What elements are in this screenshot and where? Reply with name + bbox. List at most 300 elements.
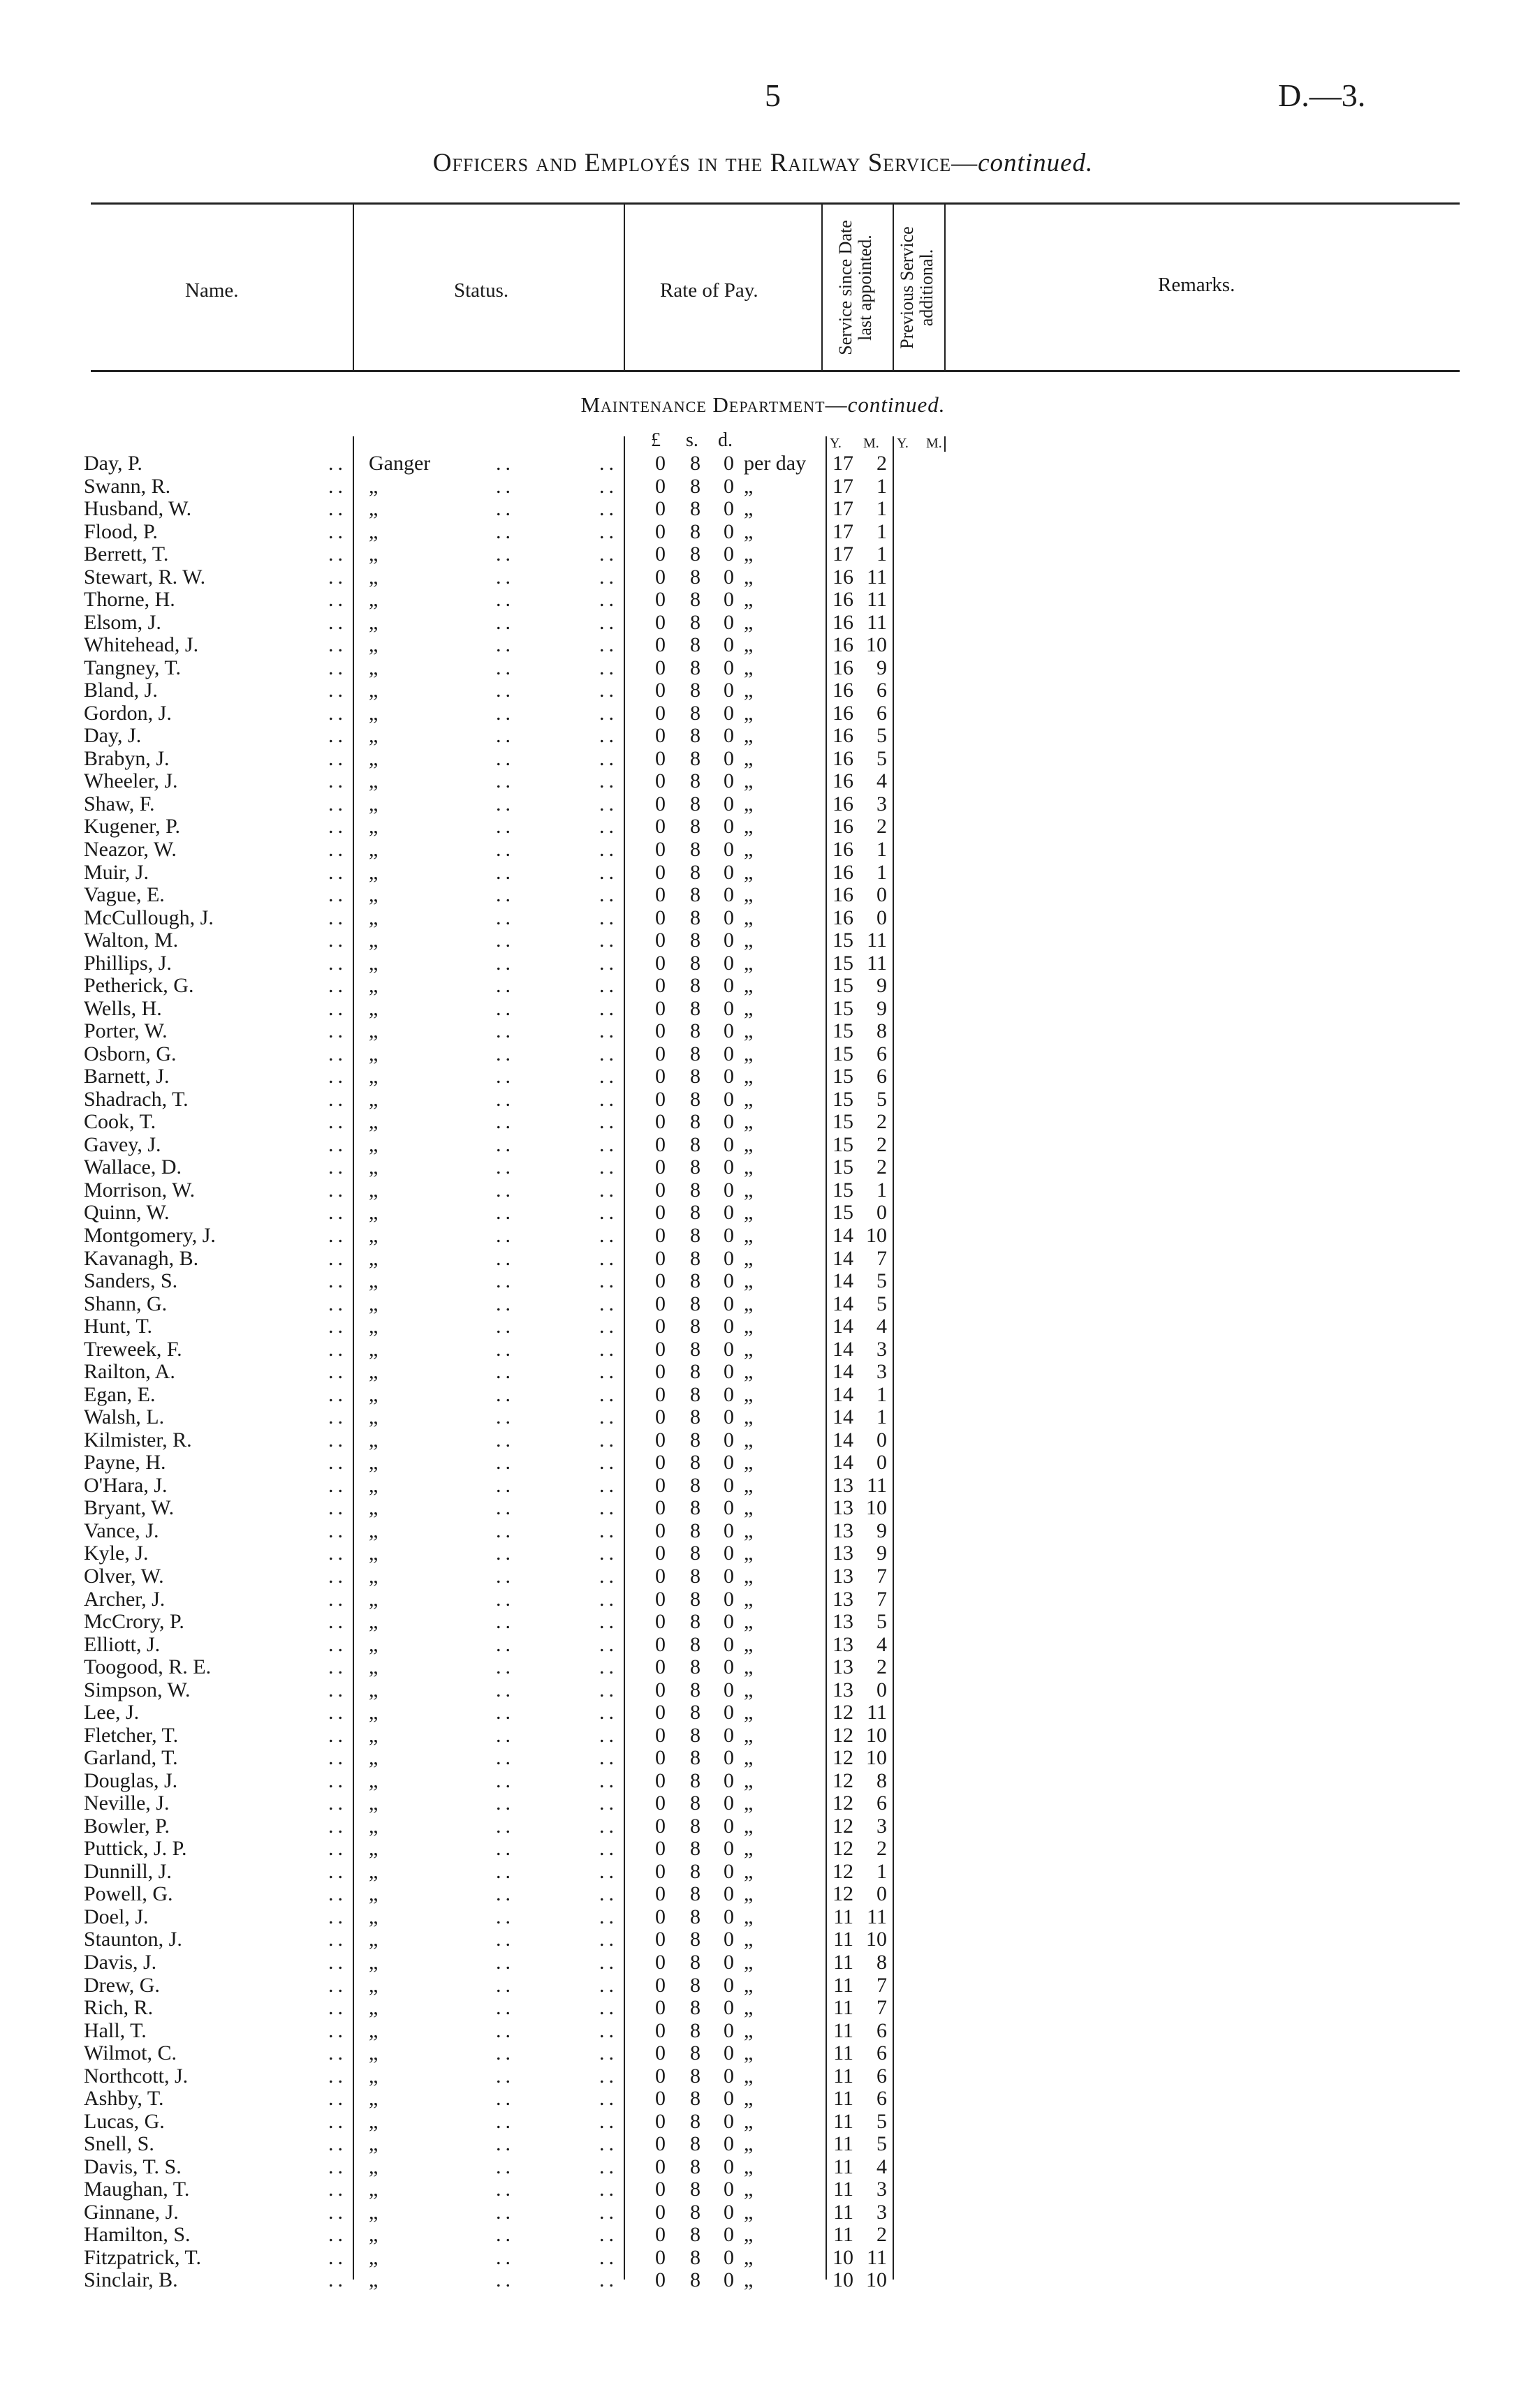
service-months: 3: [876, 1337, 887, 1361]
dot-leader: ..: [496, 1701, 515, 1724]
dot-leader: ..: [599, 1246, 618, 1270]
pay-pounds: 0: [655, 746, 666, 770]
dot-leader: ..: [496, 792, 515, 815]
pay-period: „: [744, 1792, 754, 1815]
pay-shillings: 8: [690, 1768, 700, 1792]
service-years: 14: [832, 1337, 853, 1361]
table-row: [0, 884, 1526, 907]
employee-name: Morrison, W.: [84, 1178, 196, 1202]
table-row: [0, 498, 1526, 521]
dot-leader: ..: [599, 1405, 618, 1429]
dot-leader: ..: [496, 1723, 515, 1747]
dot-leader: ..: [599, 883, 618, 907]
pay-shillings: 8: [690, 1564, 700, 1588]
dot-leader: ..: [328, 1837, 347, 1861]
section-title-suffix: continued.: [847, 392, 946, 417]
employee-name: Elsom, J.: [84, 610, 161, 634]
pay-shillings: 8: [690, 1859, 700, 1883]
dot-leader: ..: [496, 860, 515, 884]
dot-leader: ..: [599, 1178, 618, 1202]
table-row: [0, 1202, 1526, 1225]
pay-period: „: [744, 951, 754, 975]
pay-pounds: 0: [655, 1792, 666, 1815]
pay-pounds: 0: [655, 1859, 666, 1883]
table-row: [0, 475, 1526, 498]
page-title-suffix: continued.: [978, 149, 1094, 177]
dot-leader: ..: [599, 1451, 618, 1475]
dot-leader: ..: [328, 929, 347, 952]
service-months: 9: [876, 1542, 887, 1565]
table-row: [0, 952, 1526, 975]
dot-leader: ..: [599, 588, 618, 612]
service-years: 15: [832, 1110, 853, 1134]
dot-leader: ..: [599, 1155, 618, 1179]
table-row: [0, 1724, 1526, 1748]
service-years: 14: [832, 1315, 853, 1338]
employee-name: Hamilton, S.: [84, 2223, 191, 2247]
pay-pounds: 0: [655, 1837, 666, 1861]
dot-leader: ..: [328, 1110, 347, 1134]
header-divider: [624, 204, 625, 371]
employee-status: „: [369, 1542, 379, 1565]
pay-period: „: [744, 1928, 754, 1951]
pay-shillings: 8: [690, 1178, 700, 1202]
dot-leader: ..: [328, 1950, 347, 1974]
service-years: 15: [832, 1178, 853, 1202]
service-years: 16: [832, 838, 853, 861]
dot-leader: ..: [496, 2087, 515, 2111]
dot-leader: ..: [599, 1087, 618, 1111]
pay-pence: 0: [724, 1360, 734, 1384]
pay-period: „: [744, 1768, 754, 1792]
pay-pence: 0: [724, 1882, 734, 1906]
dot-leader: ..: [599, 474, 618, 498]
dot-leader: ..: [328, 996, 347, 1020]
pay-pence: 0: [724, 1701, 734, 1724]
pay-pounds: 0: [655, 1973, 666, 1997]
pay-period: „: [744, 1178, 754, 1202]
dot-leader: ..: [496, 1768, 515, 1792]
dot-leader: ..: [599, 974, 618, 998]
pay-pence: 0: [724, 1496, 734, 1520]
pay-shillings: 8: [690, 746, 700, 770]
pay-shillings: 8: [690, 1701, 700, 1724]
pay-pence: 0: [724, 1155, 734, 1179]
service-months: 2: [876, 452, 887, 475]
employee-name: Davis, J.: [84, 1950, 157, 1974]
pay-shillings: 8: [690, 2109, 700, 2133]
dot-leader: ..: [599, 1132, 618, 1156]
pay-shillings: 8: [690, 2155, 700, 2178]
dot-leader: ..: [496, 1360, 515, 1384]
service-months: 1: [876, 860, 887, 884]
pay-period: „: [744, 1950, 754, 1974]
pay-pence: 0: [724, 1246, 734, 1270]
table-row: [0, 543, 1526, 566]
table-row: [0, 1475, 1526, 1498]
pay-pounds: 0: [655, 1928, 666, 1951]
pay-period: „: [744, 1132, 754, 1156]
table-row: [0, 1588, 1526, 1611]
service-years: 12: [832, 1701, 853, 1724]
pay-shillings: 8: [690, 2268, 700, 2292]
pay-pence: 0: [724, 1973, 734, 1997]
pay-pounds: 0: [655, 701, 666, 725]
employee-status: „: [369, 656, 379, 679]
dot-leader: ..: [328, 1882, 347, 1906]
pay-pence: 0: [724, 1768, 734, 1792]
pay-pounds: 0: [655, 1155, 666, 1179]
table-row: [0, 1565, 1526, 1588]
pay-period: „: [744, 1814, 754, 1838]
pay-pence: 0: [724, 1905, 734, 1928]
pay-pence: 0: [724, 1542, 734, 1565]
pay-pounds: 0: [655, 1632, 666, 1656]
employee-status: „: [369, 1224, 379, 1248]
page-title-main: Officers and Employés in the Railway Service: [432, 149, 952, 177]
pay-shillings: 8: [690, 2223, 700, 2247]
employee-status: „: [369, 1155, 379, 1179]
dot-leader: ..: [599, 1678, 618, 1701]
service-years: 10: [832, 2268, 853, 2292]
service-months: 4: [876, 2155, 887, 2178]
pay-period: „: [744, 883, 754, 907]
dot-leader: ..: [328, 906, 347, 929]
pay-pounds: 0: [655, 1382, 666, 1406]
table-row: [0, 2042, 1526, 2065]
table-row: [0, 2111, 1526, 2134]
pay-period: „: [744, 679, 754, 702]
pay-pence: 0: [724, 1928, 734, 1951]
pay-pence: 0: [724, 2041, 734, 2065]
employee-name: Kyle, J.: [84, 1542, 149, 1565]
employee-status: „: [369, 860, 379, 884]
employee-name: Berrett, T.: [84, 542, 169, 566]
pay-period: „: [744, 542, 754, 566]
pay-period: „: [744, 1019, 754, 1043]
employee-name: Elliott, J.: [84, 1632, 161, 1656]
service-years: 12: [832, 1792, 853, 1815]
pay-shillings: 8: [690, 656, 700, 679]
pay-shillings: 8: [690, 1519, 700, 1542]
dot-leader: ..: [599, 906, 618, 929]
service-years: 15: [832, 951, 853, 975]
employee-name: Hall, T.: [84, 2018, 147, 2042]
employee-name: Shann, G.: [84, 1292, 168, 1315]
dot-leader: ..: [496, 588, 515, 612]
pay-period: „: [744, 906, 754, 929]
section-title-main: Maintenance Department: [580, 392, 826, 417]
pay-pounds: 0: [655, 996, 666, 1020]
dot-leader: ..: [496, 497, 515, 521]
table-row: [0, 702, 1526, 725]
service-years: 13: [832, 1542, 853, 1565]
dot-leader: ..: [328, 474, 347, 498]
dot-leader: ..: [599, 1905, 618, 1928]
pay-period: „: [744, 1701, 754, 1724]
pay-pounds: 0: [655, 1337, 666, 1361]
employee-name: Quinn, W.: [84, 1201, 170, 1225]
table-row: [0, 657, 1526, 680]
dot-leader: ..: [328, 1496, 347, 1520]
service-months: 10: [866, 2268, 887, 2292]
dot-leader: ..: [599, 519, 618, 543]
pay-pence: 0: [724, 1315, 734, 1338]
header-divider: [944, 204, 946, 371]
table-row: [0, 1792, 1526, 1815]
dot-leader: ..: [599, 2109, 618, 2133]
service-years: 16: [832, 588, 853, 612]
pay-pounds: 0: [655, 1564, 666, 1588]
dot-leader: ..: [496, 2064, 515, 2088]
service-months: 2: [876, 1110, 887, 1134]
employee-name: Wallace, D.: [84, 1155, 182, 1179]
service-months: 7: [876, 1246, 887, 1270]
service-years: 11: [833, 1905, 853, 1928]
pay-shillings: 8: [690, 815, 700, 839]
pay-shillings: 8: [690, 679, 700, 702]
table-row: [0, 1997, 1526, 2020]
employee-status: „: [369, 838, 379, 861]
pay-pounds: 0: [655, 2268, 666, 2292]
dot-leader: ..: [599, 1768, 618, 1792]
pay-pounds: 0: [655, 1496, 666, 1520]
employee-status: „: [369, 1950, 379, 1974]
dot-leader: ..: [599, 1792, 618, 1815]
pay-pence: 0: [724, 838, 734, 861]
table-row: [0, 1815, 1526, 1838]
employee-status: „: [369, 1519, 379, 1542]
employee-status: „: [369, 1087, 379, 1111]
dot-leader: ..: [599, 656, 618, 679]
dot-leader: ..: [328, 1905, 347, 1928]
pay-pounds: 0: [655, 951, 666, 975]
employee-status: „: [369, 1337, 379, 1361]
table-row: [0, 452, 1526, 475]
pay-period: „: [744, 1973, 754, 1997]
service-months: 1: [876, 1382, 887, 1406]
pay-period: „: [744, 1292, 754, 1315]
service-years: 11: [833, 1928, 853, 1951]
pay-pounds: 0: [655, 1473, 666, 1497]
pay-pounds: 0: [655, 2178, 666, 2201]
employee-name: Powell, G.: [84, 1882, 173, 1906]
employee-status: „: [369, 1996, 379, 2020]
pay-period: „: [744, 1315, 754, 1338]
pay-pounds: 0: [655, 474, 666, 498]
employee-status: „: [369, 1132, 379, 1156]
pay-period: „: [744, 1678, 754, 1701]
dot-leader: ..: [496, 951, 515, 975]
pay-pounds: 0: [655, 1451, 666, 1475]
employee-status: „: [369, 1610, 379, 1634]
pay-pounds: 0: [655, 519, 666, 543]
dot-leader: ..: [496, 1382, 515, 1406]
employee-status: „: [369, 815, 379, 839]
pay-shillings: 8: [690, 1587, 700, 1611]
pay-shillings: 8: [690, 2245, 700, 2269]
pay-pounds: 0: [655, 1519, 666, 1542]
pay-shillings: 8: [690, 1315, 700, 1338]
service-years: 16: [832, 906, 853, 929]
pay-pence: 0: [724, 1382, 734, 1406]
pay-period: „: [744, 1360, 754, 1384]
service-years: 11: [833, 2018, 853, 2042]
employee-name: Lee, J.: [84, 1701, 140, 1724]
pay-pence: 0: [724, 497, 734, 521]
unit-years: Y.: [830, 436, 842, 451]
dot-leader: ..: [328, 542, 347, 566]
pay-pence: 0: [724, 1950, 734, 1974]
pay-pounds: 0: [655, 724, 666, 748]
pay-pence: 0: [724, 1814, 734, 1838]
employee-name: Vance, J.: [84, 1519, 159, 1542]
employee-name: Bryant, W.: [84, 1496, 175, 1520]
table-row: [0, 1838, 1526, 1861]
pay-pounds: 0: [655, 1246, 666, 1270]
dot-leader: ..: [496, 1564, 515, 1588]
unit-shillings: s.: [686, 429, 698, 451]
pay-pounds: 0: [655, 2064, 666, 2088]
column-rule-previous: [944, 436, 946, 452]
dot-leader: ..: [496, 769, 515, 793]
service-months: 0: [876, 1678, 887, 1701]
dot-leader: ..: [328, 1360, 347, 1384]
table-row: [0, 566, 1526, 589]
table-row: [0, 612, 1526, 635]
dot-leader: ..: [496, 565, 515, 589]
employee-name: Tangney, T.: [84, 656, 181, 679]
employee-name: Porter, W.: [84, 1019, 168, 1043]
service-years: 13: [832, 1632, 853, 1656]
table-row: [0, 2224, 1526, 2247]
employee-name: Osborn, G.: [84, 1042, 177, 1065]
employee-name: Davis, T. S.: [84, 2155, 182, 2178]
service-months: 10: [866, 1928, 887, 1951]
table-row: [0, 793, 1526, 816]
pay-pence: 0: [724, 656, 734, 679]
pay-pence: 0: [724, 1587, 734, 1611]
pay-shillings: 8: [690, 906, 700, 929]
employee-name: Railton, A.: [84, 1360, 175, 1384]
employee-status: „: [369, 2223, 379, 2247]
pay-shillings: 8: [690, 588, 700, 612]
employee-name: Vague, E.: [84, 883, 165, 907]
pay-period: „: [744, 2245, 754, 2269]
employee-status: „: [369, 633, 379, 657]
service-months: 4: [876, 769, 887, 793]
dot-leader: ..: [328, 1746, 347, 1770]
pay-shillings: 8: [690, 1882, 700, 1906]
pay-pence: 0: [724, 1201, 734, 1225]
pay-pence: 0: [724, 1428, 734, 1452]
service-years: 13: [832, 1496, 853, 1520]
employee-name: Sinclair, B.: [84, 2268, 178, 2292]
employee-name: Day, P.: [84, 452, 142, 475]
pay-shillings: 8: [690, 1224, 700, 1248]
employee-name: Hunt, T.: [84, 1315, 153, 1338]
pay-pence: 0: [724, 610, 734, 634]
employee-name: Swann, R.: [84, 474, 171, 498]
dot-leader: ..: [496, 1269, 515, 1293]
dot-leader: ..: [328, 1337, 347, 1361]
employee-name: Wells, H.: [84, 996, 162, 1020]
service-months: 11: [867, 1905, 887, 1928]
pay-pence: 0: [724, 1632, 734, 1656]
dot-leader: ..: [599, 1042, 618, 1065]
pay-pounds: 0: [655, 838, 666, 861]
employee-status: „: [369, 1701, 379, 1724]
employee-status: „: [369, 996, 379, 1020]
employee-status: „: [369, 724, 379, 748]
service-months: 6: [876, 1065, 887, 1088]
dot-leader: ..: [496, 1087, 515, 1111]
pay-shillings: 8: [690, 838, 700, 861]
service-months: 11: [867, 565, 887, 589]
pay-period: „: [744, 2064, 754, 2088]
employee-name: Day, J.: [84, 724, 142, 748]
pay-pounds: 0: [655, 1542, 666, 1565]
pay-shillings: 8: [690, 1655, 700, 1679]
dot-leader: ..: [328, 1428, 347, 1452]
employee-status: „: [369, 769, 379, 793]
dot-leader: ..: [328, 1655, 347, 1679]
table-top-rule: [91, 202, 1460, 205]
table-row: [0, 1542, 1526, 1565]
table-row: [0, 929, 1526, 952]
pay-shillings: 8: [690, 1155, 700, 1179]
dot-leader: ..: [328, 1201, 347, 1225]
dot-leader: ..: [496, 929, 515, 952]
pay-shillings: 8: [690, 860, 700, 884]
service-months: 5: [876, 1269, 887, 1293]
dot-leader: ..: [328, 2245, 347, 2269]
service-years: 11: [833, 2178, 853, 2201]
table-row: [0, 975, 1526, 998]
dot-leader: ..: [328, 1973, 347, 1997]
dot-leader: ..: [599, 701, 618, 725]
service-months: 11: [867, 1701, 887, 1724]
employee-name: Kugener, P.: [84, 815, 180, 839]
employee-status: „: [369, 2064, 379, 2088]
pay-period: „: [744, 1405, 754, 1429]
dot-leader: ..: [599, 1019, 618, 1043]
pay-pence: 0: [724, 588, 734, 612]
dot-leader: ..: [496, 1792, 515, 1815]
dot-leader: ..: [328, 2200, 347, 2224]
pay-pounds: 0: [655, 679, 666, 702]
pay-pounds: 0: [655, 2223, 666, 2247]
dot-leader: ..: [328, 588, 347, 612]
employee-status: „: [369, 610, 379, 634]
service-months: 1: [876, 1859, 887, 1883]
service-years: 13: [832, 1678, 853, 1701]
dot-leader: ..: [496, 1201, 515, 1225]
service-years: 15: [832, 1019, 853, 1043]
service-months: 1: [876, 542, 887, 566]
service-months: 1: [876, 519, 887, 543]
dot-leader: ..: [599, 2155, 618, 2178]
employee-name: Toogood, R. E.: [84, 1655, 212, 1679]
service-years: 12: [832, 1746, 853, 1770]
dot-leader: ..: [496, 610, 515, 634]
dot-leader: ..: [496, 1042, 515, 1065]
table-row: [0, 1452, 1526, 1475]
employee-status: „: [369, 1655, 379, 1679]
service-months: 6: [876, 2064, 887, 2088]
pay-pence: 0: [724, 1723, 734, 1747]
dot-leader: ..: [599, 1746, 618, 1770]
